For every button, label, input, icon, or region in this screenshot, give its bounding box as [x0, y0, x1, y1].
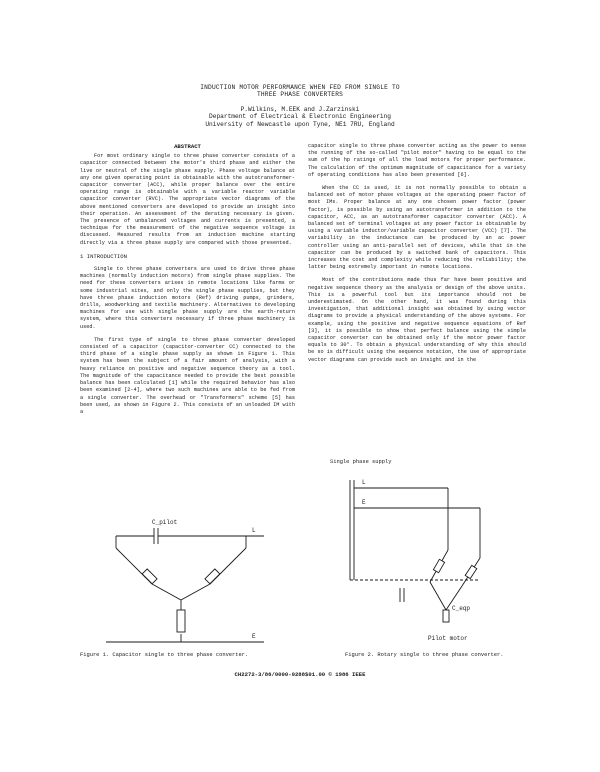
- title-line-2: THREE PHASE CONVERTERS: [256, 91, 344, 99]
- pilot-winding-a: [433, 559, 444, 572]
- figure-1-circuit-diagram: [96, 510, 271, 650]
- intro-paragraph-2: The first type of single to three phase converter developed consisted of a capacitor (capacitor-converter CC) connected to the third phase of a single phase supply as shown in Figure 1. This system has been the subject of a fair amount of analysis, with a heavy reliance on positive and negative sequence theory as a tool. The magnitude of the capacitance needed to provide the best possible balance has been calculated [1] while the required behavior has also been examined [2-4], where two such machines are able to be fed from a single converter. The overhead or "Transformers" scheme [5] has been used, as shown in Figure 2. This consists of an unloaded IM with a: [80, 336, 295, 415]
- copyright-footer: CH2272-3/86/0000-0288$01.00 © 1986 IEEE: [234, 671, 366, 678]
- title-line-1: INDUCTION MOTOR PERFORMANCE WHEN FED FROM SINGLE TO: [200, 84, 400, 91]
- paper-title: [150, 84, 450, 99]
- author-university: University of Newcastle upon Tyne, NE1 7RU, England: [205, 120, 395, 128]
- author-names: P.Wilkins, M.EEK and J.Zarzinski: [240, 106, 360, 113]
- capacitor-label: C_pilot: [152, 519, 178, 526]
- abstract-heading: ABSTRACT: [174, 143, 201, 150]
- figure-2-circuit-diagram: [340, 470, 490, 645]
- right-column: [308, 143, 526, 370]
- pilot-winding-b: [465, 565, 477, 578]
- fig2-line-label-e: E: [362, 499, 366, 506]
- winding-resistor-b: [205, 569, 220, 584]
- pilot-winding-c: [443, 610, 449, 622]
- fig2-line-label-l: L: [362, 479, 366, 486]
- figure-2-caption: Figure 2. Rotary single to three phase converter.: [345, 652, 504, 658]
- author-block: [160, 106, 440, 128]
- intro-paragraph-1: Single to three phase converters are used to drive three phase machines (normally induction motors) from single phase supplies. The need for these converters arises in remote locations like farms or some industrial sites, and only the single phase supplies, but they have three phase induction motors (Ref) driving pumps, grinders, drills, woodworking and textile machinery. Alternatives to developing machines for use with single phase supply are the earth-return system, where this converters necessary if three phase machinery is used.: [80, 266, 295, 330]
- right-paragraph-3: Most of the contributions made thus far have been positive and negative sequence theory as the analysis or design of the above units. This is a powerful tool but its importance should not be underestimated. On the other hand, it was found during this investigation, that additional insight was obtained by using vector diagrams to provide a physical understanding of the above systems. For example, using the positive and negative sequence equations of Ref [3], it is possible to show that perfect balance using the simple capacitor converter can be obtained only if the motor power factor equals to 30°. To obtain a physical understanding of why this should be so is difficult using the sequence notation, the use of appropriate vector diagrams can provide such an insight and in the: [308, 277, 526, 363]
- winding-resistor-c: [177, 610, 185, 632]
- abstract-text: For most ordinary single to three phase converter consists of a capacitor connected between the motor's third phase and either the live or neutral of the single phase supply. Phase voltage balance at any one given operating point is obtainable with the autotransformer-capacitor converter (ACC), while proper balance over the entire operating range is obtainable with a variable reactor variable capacitor converter (RVC). The appropriate vector diagrams of the above mentioned converters are developed to provide an insight into their operation. An assessment of the derating necessary is given. The presence of unbalanced voltages and currents is presented, a technique for the measurement of the negative sequence voltage is discussed. Measured results from an induction machine starting directly via a three phase supply are compared with those presented.: [80, 153, 295, 246]
- figure-1-caption: Figure 1. Capacitor single to three phase converter.: [80, 652, 249, 658]
- pilot-motor-label: Pilot motor: [428, 635, 468, 642]
- author-department: Department of Electrical & Electronic Engineering: [209, 113, 391, 121]
- right-paragraph-2: When the CC is used, it is not normally possible to obtain a balanced set of motor phase voltages at the operating power factor of most IMs. Proper balance at any one chosen power factor (power factor), is possible by using an autotransformer in addition to the capacitor, ACC, as an autotransformer capacitor converter (ACC). A balanced set of terminal voltages at any power factor is obtainable by using a variable inductor/variable capacitor converter (VCC) [7]. The variability in the inductance can be produced by an ac power controller using an anti-parallel set of devices, while that in the capacitor can be produced by a switched bank of capacitors. This increases the cost and complexity while reducing the reliability; the latter being extremely important in remote locations.: [308, 185, 526, 271]
- right-paragraph-1: capacitor single to three phase converter acting as the power to sense the running of the so-called "pilot motor" having to be equal to the sum of the hp ratings of all the load motors for proper performance. The calculation of the optimum magnitude of capacitance for a variety of operating conditions has also been presented [6].: [308, 143, 526, 178]
- line-label-e: E: [252, 633, 256, 640]
- winding-resistor-a: [142, 569, 157, 584]
- line-label-l: L: [252, 527, 256, 534]
- left-column: [80, 143, 295, 422]
- section-heading-introduction: 1 INTRODUCTION: [80, 252, 127, 260]
- figure-2-supply-label: Single phase supply: [330, 459, 392, 465]
- fig2-capacitor-label: C_eqp: [452, 605, 471, 612]
